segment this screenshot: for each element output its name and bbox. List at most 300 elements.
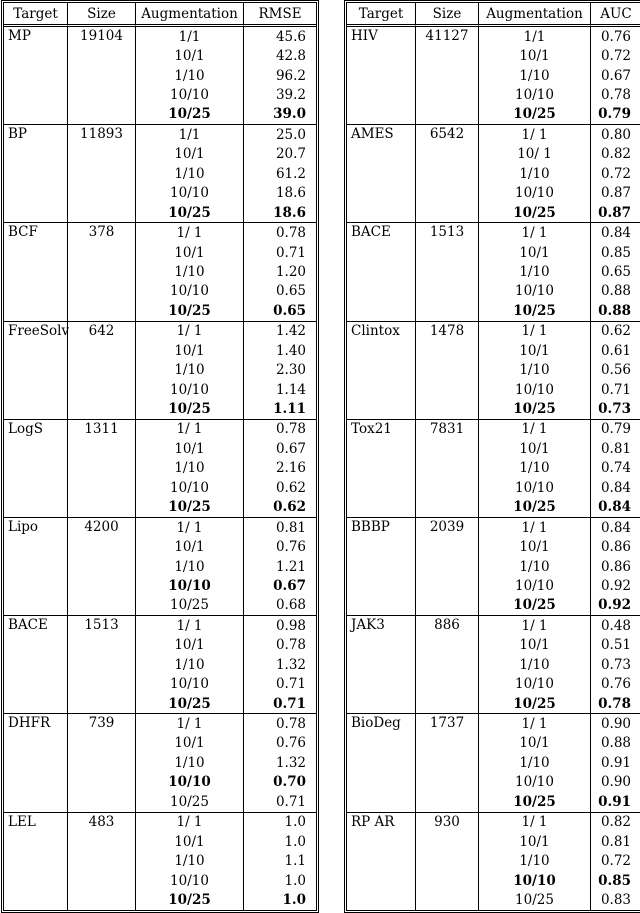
target-cell — [347, 399, 416, 419]
target-cell — [347, 655, 416, 674]
size-cell: 378 — [68, 223, 136, 242]
target-cell: FreeSolv — [4, 322, 68, 341]
size-cell — [68, 537, 136, 556]
size-cell: 19104 — [68, 27, 136, 46]
size-cell — [68, 66, 136, 85]
augmentation-cell: 1/10 — [136, 557, 244, 576]
augmentation-cell: 1/ 1 — [479, 223, 591, 242]
augmentation-cell: 10/10 — [136, 773, 244, 792]
target-cell — [347, 871, 416, 890]
target-cell: BACE — [4, 616, 68, 635]
augmentation-cell: 10/10 — [136, 576, 244, 595]
table-row — [4, 851, 316, 870]
size-cell — [68, 184, 136, 203]
metric-cell: 0.76 — [600, 28, 631, 45]
table-row — [4, 85, 316, 104]
size-cell — [68, 792, 136, 812]
table-row — [4, 145, 316, 164]
augmentation-cell: 1/10 — [136, 459, 244, 478]
table-row — [4, 694, 316, 714]
size-cell — [416, 792, 479, 812]
target-group — [4, 714, 316, 812]
table-row — [4, 380, 316, 399]
metric-cell: 0.76 — [275, 735, 306, 752]
augmentation-cell: 10/10 — [479, 282, 591, 301]
metric-cell: 25.0 — [275, 126, 306, 143]
augmentation-cell: 10/25 — [136, 890, 244, 909]
size-cell: 7831 — [416, 420, 479, 439]
augmentation-cell: 10/1 — [479, 46, 591, 65]
target-cell — [4, 832, 68, 851]
augmentation-cell: 1/ 1 — [136, 420, 244, 439]
target-cell — [4, 399, 68, 419]
size-cell — [416, 301, 479, 321]
metric-cell: 0.88 — [600, 735, 631, 752]
size-cell — [416, 184, 479, 203]
size-cell — [416, 753, 479, 772]
target-cell — [4, 85, 68, 104]
target-cell: HIV — [347, 27, 416, 46]
table-row — [347, 27, 640, 46]
augmentation-cell: 10/1 — [479, 832, 591, 851]
augmentation-cell: 1/10 — [136, 66, 244, 85]
metric-cell: 45.6 — [275, 28, 306, 45]
table-row — [347, 518, 640, 537]
augmentation-cell: 10/1 — [136, 243, 244, 262]
table-row — [347, 164, 640, 183]
target-cell: BCF — [4, 223, 68, 242]
augmentation-cell: 10/25 — [479, 596, 591, 616]
metric-cell: 0.62 — [244, 498, 316, 518]
size-cell: 1513 — [68, 616, 136, 635]
metric-cell: 0.78 — [275, 716, 306, 733]
table-row — [4, 576, 316, 595]
augmentation-cell: 1/1 — [136, 27, 244, 46]
metric-cell: 0.68 — [244, 596, 316, 616]
table-row — [347, 655, 640, 674]
table-row — [347, 773, 640, 792]
table-row — [4, 714, 316, 733]
size-cell — [68, 596, 136, 616]
metric-cell: 0.65 — [600, 263, 631, 280]
target-cell — [347, 459, 416, 478]
metric-cell: 0.88 — [591, 301, 640, 321]
augmentation-cell: 1/ 1 — [479, 420, 591, 439]
target-cell — [4, 203, 68, 223]
table-row — [4, 27, 316, 46]
target-cell — [4, 576, 68, 595]
table-row — [4, 125, 316, 144]
target-cell: Lipo — [4, 518, 68, 537]
table-row — [347, 616, 640, 635]
target-cell — [347, 734, 416, 753]
augmentation-cell: 1/10 — [136, 360, 244, 379]
metric-cell: 0.78 — [591, 694, 640, 714]
size-cell — [416, 203, 479, 223]
size-cell — [416, 674, 479, 693]
target-cell — [347, 674, 416, 693]
metric-cell: 1.42 — [275, 323, 306, 340]
metric-cell: 0.84 — [600, 479, 631, 496]
augmentation-cell: 1/10 — [479, 851, 591, 870]
target-cell: BP — [4, 125, 68, 144]
metric-cell: 0.84 — [600, 225, 631, 242]
size-cell — [416, 596, 479, 616]
target-cell — [347, 596, 416, 616]
metric-cell: 42.8 — [275, 48, 306, 65]
size-cell: 4200 — [68, 518, 136, 537]
table-row — [4, 322, 316, 341]
metric-cell: 0.92 — [600, 577, 631, 594]
table-row — [347, 282, 640, 301]
target-cell — [4, 380, 68, 399]
table-row — [347, 262, 640, 281]
metric-cell: 1.20 — [275, 263, 306, 280]
metric-cell: 0.70 — [273, 774, 306, 791]
augmentation-cell: 10/1 — [136, 46, 244, 65]
metric-cell: 0.78 — [275, 637, 306, 654]
augmentation-cell: 10/1 — [136, 439, 244, 458]
table-row — [347, 734, 640, 753]
table-row — [4, 46, 316, 65]
target-cell — [347, 184, 416, 203]
metric-cell: 0.84 — [591, 498, 640, 518]
target-cell — [347, 85, 416, 104]
augmentation-cell: 10/25 — [479, 694, 591, 714]
target-group — [347, 420, 640, 518]
augmentation-cell: 1/10 — [479, 459, 591, 478]
target-group — [4, 322, 316, 420]
metric-cell: 1.32 — [275, 754, 306, 771]
size-cell — [68, 478, 136, 497]
target-cell — [4, 262, 68, 281]
size-cell: 483 — [68, 813, 136, 832]
target-cell — [4, 439, 68, 458]
table-row — [347, 714, 640, 733]
metric-cell: 1.11 — [244, 399, 316, 419]
target-cell — [4, 753, 68, 772]
size-cell — [416, 832, 479, 851]
augmentation-cell: 10/25 — [479, 792, 591, 812]
table-row — [347, 399, 640, 419]
augmentation-cell: 10/25 — [479, 498, 591, 518]
size-cell — [416, 478, 479, 497]
target-group — [347, 813, 640, 910]
target-cell — [347, 46, 416, 65]
header-auc: AUC — [591, 3, 640, 27]
target-cell — [347, 301, 416, 321]
metric-cell: 0.73 — [591, 399, 640, 419]
size-cell: 1513 — [416, 223, 479, 242]
table-row — [347, 674, 640, 693]
table-row — [347, 46, 640, 65]
metric-cell: 0.83 — [600, 891, 631, 908]
augmentation-cell: 1/ 1 — [136, 714, 244, 733]
target-cell: JAK3 — [347, 616, 416, 635]
table-row — [347, 85, 640, 104]
size-cell: 41127 — [416, 27, 479, 46]
augmentation-cell: 10/10 — [136, 871, 244, 890]
metric-cell: 0.71 — [275, 676, 306, 693]
target-cell: BBBP — [347, 518, 416, 537]
table-row — [4, 301, 316, 321]
size-cell — [416, 282, 479, 301]
metric-cell: 0.72 — [600, 48, 631, 65]
augmentation-cell: 1/10 — [479, 360, 591, 379]
metric-cell: 1.21 — [275, 558, 306, 575]
augmentation-cell: 1/ 1 — [136, 813, 244, 832]
augmentation-cell: 10/25 — [479, 203, 591, 223]
table-row — [347, 380, 640, 399]
table-row — [4, 399, 316, 419]
metric-cell: 0.65 — [275, 283, 306, 300]
size-cell — [416, 557, 479, 576]
size-cell — [68, 832, 136, 851]
target-cell — [347, 753, 416, 772]
size-cell — [416, 380, 479, 399]
size-cell — [416, 164, 479, 183]
metric-cell: 1.0 — [284, 833, 306, 850]
table-row — [4, 518, 316, 537]
metric-cell: 0.86 — [600, 539, 631, 556]
augmentation-cell: 1/ 1 — [479, 813, 591, 832]
table-row — [347, 813, 640, 832]
metric-cell: 1.32 — [275, 656, 306, 673]
metric-cell: 0.65 — [244, 301, 316, 321]
metric-cell: 0.56 — [600, 362, 631, 379]
table-row — [347, 636, 640, 655]
augmentation-cell: 10/1 — [479, 537, 591, 556]
table-row — [347, 576, 640, 595]
size-cell: 642 — [68, 322, 136, 341]
table-row — [347, 792, 640, 812]
augmentation-cell: 1/ 1 — [136, 616, 244, 635]
table-row — [4, 262, 316, 281]
size-cell — [68, 203, 136, 223]
metric-cell: 1.0 — [284, 872, 306, 889]
target-cell: Tox21 — [347, 420, 416, 439]
metric-cell: 0.61 — [600, 342, 631, 359]
target-cell: BACE — [347, 223, 416, 242]
table-row — [4, 674, 316, 693]
size-cell — [416, 85, 479, 104]
size-cell — [416, 341, 479, 360]
target-cell — [347, 282, 416, 301]
metric-cell: 39.2 — [275, 87, 306, 104]
metric-cell: 39.0 — [244, 105, 316, 125]
target-cell — [4, 773, 68, 792]
size-cell — [68, 459, 136, 478]
target-cell — [4, 557, 68, 576]
table-row — [4, 282, 316, 301]
size-cell — [68, 655, 136, 674]
size-cell — [68, 674, 136, 693]
augmentation-cell: 10/25 — [136, 105, 244, 125]
metric-cell: 0.90 — [600, 716, 631, 733]
target-group — [4, 518, 316, 616]
table-row — [347, 184, 640, 203]
size-cell — [416, 498, 479, 518]
metric-cell: 0.91 — [591, 792, 640, 812]
target-cell — [347, 380, 416, 399]
table-row — [347, 753, 640, 772]
size-cell — [416, 537, 479, 556]
metric-cell: 0.72 — [600, 165, 631, 182]
target-cell: AMES — [347, 125, 416, 144]
target-cell — [4, 498, 68, 518]
metric-cell: 0.67 — [275, 440, 306, 457]
metric-cell: 1.0 — [284, 814, 306, 831]
table-row — [347, 596, 640, 616]
metric-cell: 0.82 — [600, 146, 631, 163]
metric-cell: 1.40 — [275, 342, 306, 359]
augmentation-cell: 10/10 — [479, 674, 591, 693]
size-cell — [416, 243, 479, 262]
target-group — [4, 616, 316, 714]
metric-cell: 0.51 — [600, 637, 631, 654]
target-cell — [347, 105, 416, 125]
augmentation-cell: 10/1 — [479, 439, 591, 458]
table-row — [4, 243, 316, 262]
table-row — [347, 537, 640, 556]
table-row — [4, 203, 316, 223]
target-cell — [4, 792, 68, 812]
metric-cell: 0.88 — [600, 283, 631, 300]
target-cell — [4, 66, 68, 85]
augmentation-cell: 1/ 1 — [479, 518, 591, 537]
size-cell: 2039 — [416, 518, 479, 537]
table-row — [347, 203, 640, 223]
target-cell — [347, 203, 416, 223]
size-cell — [68, 753, 136, 772]
header-target: Target — [4, 3, 68, 27]
target-group — [347, 518, 640, 616]
metric-cell: 61.2 — [275, 165, 306, 182]
augmentation-cell: 10/10 — [479, 184, 591, 203]
table-row — [347, 322, 640, 341]
header-row — [347, 3, 640, 27]
target-cell — [347, 341, 416, 360]
target-cell — [347, 498, 416, 518]
metric-cell: 0.62 — [600, 323, 631, 340]
target-cell — [347, 851, 416, 870]
augmentation-cell: 1/1 — [479, 27, 591, 46]
target-group — [4, 813, 316, 910]
table-row — [347, 498, 640, 518]
table-row — [347, 851, 640, 870]
target-group — [347, 27, 640, 125]
metric-cell: 0.48 — [600, 617, 631, 634]
target-group — [347, 616, 640, 714]
table-row — [4, 478, 316, 497]
table-row — [4, 596, 316, 616]
size-cell — [416, 734, 479, 753]
table-row — [347, 105, 640, 125]
augmentation-cell: 10/10 — [479, 576, 591, 595]
size-cell — [416, 145, 479, 164]
size-cell — [68, 636, 136, 655]
target-group — [4, 223, 316, 321]
metric-cell: 0.78 — [275, 421, 306, 438]
size-cell — [68, 360, 136, 379]
table-row — [347, 341, 640, 360]
metric-cell: 0.71 — [244, 694, 316, 714]
augmentation-cell: 10/10 — [479, 85, 591, 104]
size-cell — [68, 164, 136, 183]
table-row — [4, 832, 316, 851]
size-cell — [68, 576, 136, 595]
metric-cell: 0.78 — [275, 225, 306, 242]
target-cell — [4, 734, 68, 753]
augmentation-cell: 10/1 — [136, 537, 244, 556]
table-row — [4, 459, 316, 478]
augmentation-cell: 1/ 1 — [479, 322, 591, 341]
augmentation-cell: 10/1 — [479, 243, 591, 262]
metric-cell: 0.78 — [600, 87, 631, 104]
augmentation-cell: 10/1 — [136, 636, 244, 655]
augmentation-cell: 10/1 — [479, 734, 591, 753]
table-row — [4, 753, 316, 772]
metric-cell: 0.92 — [591, 596, 640, 616]
table-row — [347, 66, 640, 85]
augmentation-cell: 1/10 — [136, 655, 244, 674]
target-cell — [4, 301, 68, 321]
augmentation-cell: 10/10 — [136, 674, 244, 693]
size-cell — [416, 360, 479, 379]
target-cell — [347, 145, 416, 164]
target-cell: BioDeg — [347, 714, 416, 733]
augmentation-cell: 10/ 1 — [479, 145, 591, 164]
classification-table — [344, 0, 640, 913]
augmentation-cell: 10/25 — [136, 694, 244, 714]
table-row — [347, 694, 640, 714]
header-target: Target — [347, 3, 416, 27]
target-cell: Clintox — [347, 322, 416, 341]
size-cell — [68, 498, 136, 518]
augmentation-cell: 10/10 — [136, 478, 244, 497]
table-row — [347, 125, 640, 144]
size-cell: 739 — [68, 714, 136, 733]
size-cell — [68, 399, 136, 419]
size-cell — [416, 46, 479, 65]
target-group — [347, 714, 640, 812]
table-row — [347, 439, 640, 458]
target-cell — [347, 243, 416, 262]
augmentation-cell: 1/10 — [479, 655, 591, 674]
metric-cell: 0.80 — [600, 126, 631, 143]
size-cell — [68, 262, 136, 281]
size-cell: 930 — [416, 813, 479, 832]
table-row — [4, 420, 316, 439]
size-cell — [68, 380, 136, 399]
table-row — [4, 773, 316, 792]
augmentation-cell: 1/ 1 — [136, 223, 244, 242]
metric-cell: 0.81 — [275, 519, 306, 536]
target-cell: DHFR — [4, 714, 68, 733]
augmentation-cell: 10/1 — [136, 341, 244, 360]
augmentation-cell: 1/ 1 — [479, 616, 591, 635]
table-row — [4, 164, 316, 183]
size-cell — [68, 301, 136, 321]
metric-cell: 0.98 — [275, 617, 306, 634]
metric-cell: 0.86 — [600, 558, 631, 575]
target-group — [4, 420, 316, 518]
target-cell — [347, 792, 416, 812]
table-row — [4, 66, 316, 85]
target-group — [347, 322, 640, 420]
target-cell — [347, 360, 416, 379]
table-row — [347, 301, 640, 321]
